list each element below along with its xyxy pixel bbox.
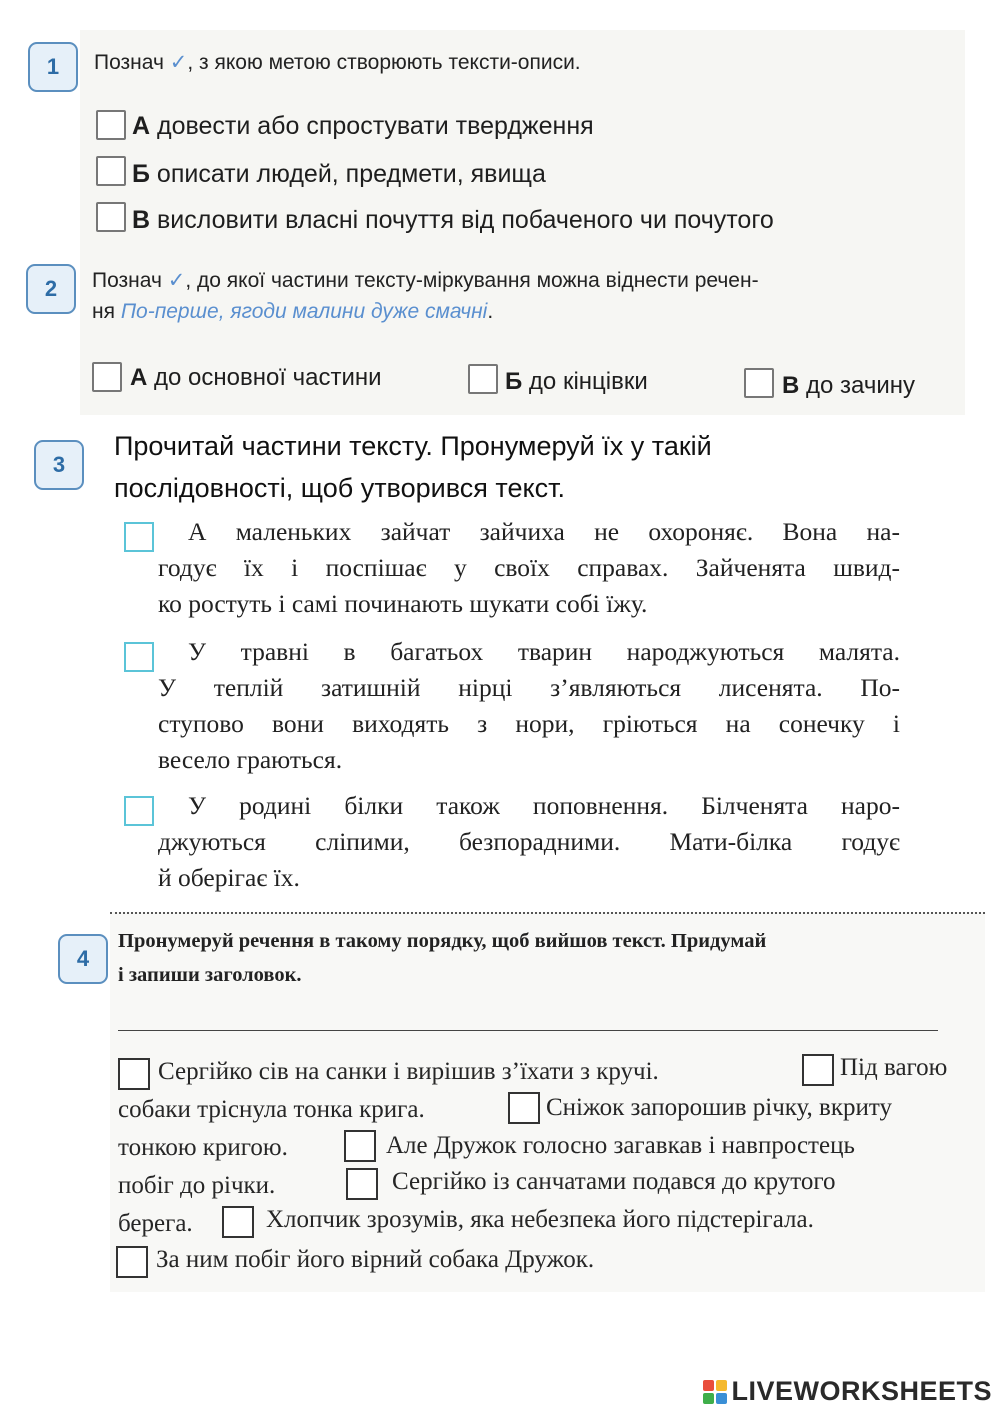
- task-2-period: .: [487, 300, 494, 323]
- task-1-number-badge: 1: [28, 42, 78, 92]
- task-4-sentence-4-part-1: Але Дружок голосно загавкав і навпростець: [386, 1132, 855, 1159]
- task-2-option-b: [505, 368, 648, 396]
- task-2-quoted-sentence: По-перше, ягоди малини дуже смачні: [120, 300, 488, 323]
- task-1-question-start: Познач: [94, 51, 170, 74]
- task-3-paragraph-2-number-box[interactable]: [124, 642, 154, 672]
- task-3-paragraph-1: [158, 514, 900, 622]
- option-text: до зачину: [806, 372, 916, 399]
- option-text: висловити власні почуття від побаченого чи почутого: [157, 206, 774, 234]
- task-3-paragraph-3-number-box[interactable]: [124, 796, 154, 826]
- task-4-sentence-4-part-2: побіг до річки.: [118, 1172, 276, 1199]
- paragraph-line: весело граються.: [158, 745, 343, 774]
- task-3-paragraph-1-number-box[interactable]: [124, 522, 154, 552]
- task-4-sentence-1-number-box[interactable]: [118, 1058, 150, 1090]
- checkmark-icon: ✓: [169, 51, 188, 74]
- liveworksheets-logo-icon: [703, 1380, 727, 1404]
- task-4-sentence-3-part-1: Сніжок запорошив річку, вкриту: [546, 1094, 892, 1121]
- paragraph-line: А маленьких зайчат зайчиха не охороняє. Вона на-: [188, 517, 900, 546]
- task-4-sentence-2-part-2: собаки тріснула тонка крига.: [118, 1096, 425, 1123]
- option-letter: В: [782, 372, 800, 399]
- task-2-question-line-2: [92, 300, 493, 324]
- task-1-option-b-checkbox[interactable]: [96, 156, 126, 186]
- task-3-paragraph-2: [158, 634, 900, 778]
- paragraph-line: ко ростуть і самі починають шукати собі їжу.: [158, 589, 648, 618]
- task-3-paragraph-3: [158, 788, 900, 896]
- task-1-option-a-checkbox[interactable]: [96, 110, 126, 140]
- option-letter: Б: [132, 160, 150, 188]
- option-text: описати людей, предмети, явища: [156, 160, 546, 188]
- task-2-option-b-checkbox[interactable]: [468, 364, 498, 394]
- task-4-sentence-2-number-box[interactable]: [802, 1054, 834, 1086]
- task-2-question-start: Познач: [92, 269, 168, 292]
- option-letter: В: [132, 206, 151, 234]
- task-4-question-line-2: і запиши заголовок.: [118, 964, 302, 986]
- paragraph-line: годує їх і поспішає у своїх справах. Зайченята швид-: [158, 553, 900, 582]
- task-4-sentence-6: Хлопчик зрозумів, яка небезпека його підстерігала.: [266, 1206, 814, 1233]
- task-2-number-badge: 2: [26, 264, 76, 314]
- title-answer-line[interactable]: [118, 1030, 938, 1031]
- task-4-sentence-7-number-box[interactable]: [116, 1246, 148, 1278]
- liveworksheets-logo: [703, 1376, 992, 1407]
- task-3-question-line-2: послідовності, щоб утворився текст.: [114, 473, 565, 503]
- paragraph-line: джуються сліпими, безпорадними. Мати-білка годує: [158, 827, 900, 856]
- paragraph-line: й оберігає їх.: [158, 863, 300, 892]
- task-1-question-end: , з якою метою створюють тексти-описи.: [187, 51, 581, 74]
- checkmark-icon: ✓: [167, 269, 186, 292]
- option-text: до основної частини: [154, 364, 382, 391]
- paragraph-line: У травні в багатьох тварин народжуються малята.: [188, 637, 900, 666]
- task-1-option-a: [132, 112, 594, 141]
- task-4-number-badge: 4: [58, 934, 108, 984]
- task-2-option-a-checkbox[interactable]: [92, 362, 122, 392]
- paragraph-line: ступово вони виходять з нори, гріються на сонечку і: [158, 709, 900, 738]
- task-4-sentence-3-number-box[interactable]: [508, 1092, 540, 1124]
- option-letter: А: [130, 364, 148, 391]
- task-4-sentence-3-part-2: тонкою кригою.: [118, 1134, 288, 1161]
- option-text: до кінцівки: [528, 368, 648, 395]
- task-2-option-c: [782, 372, 915, 400]
- task-3-question-line-1: Прочитай частини тексту. Пронумеруй їх у такій: [114, 431, 712, 461]
- task-4-sentence-2-part-1: Під вагою: [840, 1054, 948, 1081]
- task-2-question-end: , до якої частини тексту-міркування можна віднести речен-: [185, 269, 759, 292]
- task-1-option-c: [132, 206, 774, 235]
- paragraph-line: У теплій затишній нірці з’являються лисенята. По-: [158, 673, 900, 702]
- option-text: довести або спростувати твердження: [157, 112, 594, 140]
- task-4-sentence-1: Сергійко сів на санки і вирішив з’їхати з кручі.: [158, 1058, 659, 1085]
- option-letter: А: [132, 112, 151, 140]
- task-2-option-a: [130, 364, 382, 392]
- liveworksheets-brand: LIVEWORKSHEETS: [731, 1376, 992, 1406]
- paragraph-line: У родині білки також поповнення. Білченята наро-: [188, 791, 900, 820]
- task-1-option-b: [132, 160, 546, 189]
- task-1-option-c-checkbox[interactable]: [96, 202, 126, 232]
- task-2-question-line-2-start: ня: [92, 300, 121, 323]
- task-4-sentence-5-part-2: берега.: [118, 1210, 193, 1237]
- task-4-sentence-4-number-box[interactable]: [344, 1130, 376, 1162]
- task-4-sentence-5-part-1: Сергійко із санчатами подався до крутого: [392, 1168, 836, 1195]
- task-4-sentence-5-number-box[interactable]: [346, 1168, 378, 1200]
- task-3-number-badge: 3: [34, 440, 84, 490]
- task-2-question-line-1: [92, 268, 759, 293]
- task-2-option-c-checkbox[interactable]: [744, 368, 774, 398]
- option-letter: Б: [505, 368, 523, 395]
- task-4-question-line-1: Пронумеруй речення в такому порядку, щоб вийшов текст. Придумай: [118, 930, 767, 952]
- task-4-sentence-6-number-box[interactable]: [222, 1206, 254, 1238]
- task-1-question: [94, 50, 581, 75]
- task-4-sentence-7: За ним побіг його вірний собака Дружок.: [156, 1246, 595, 1273]
